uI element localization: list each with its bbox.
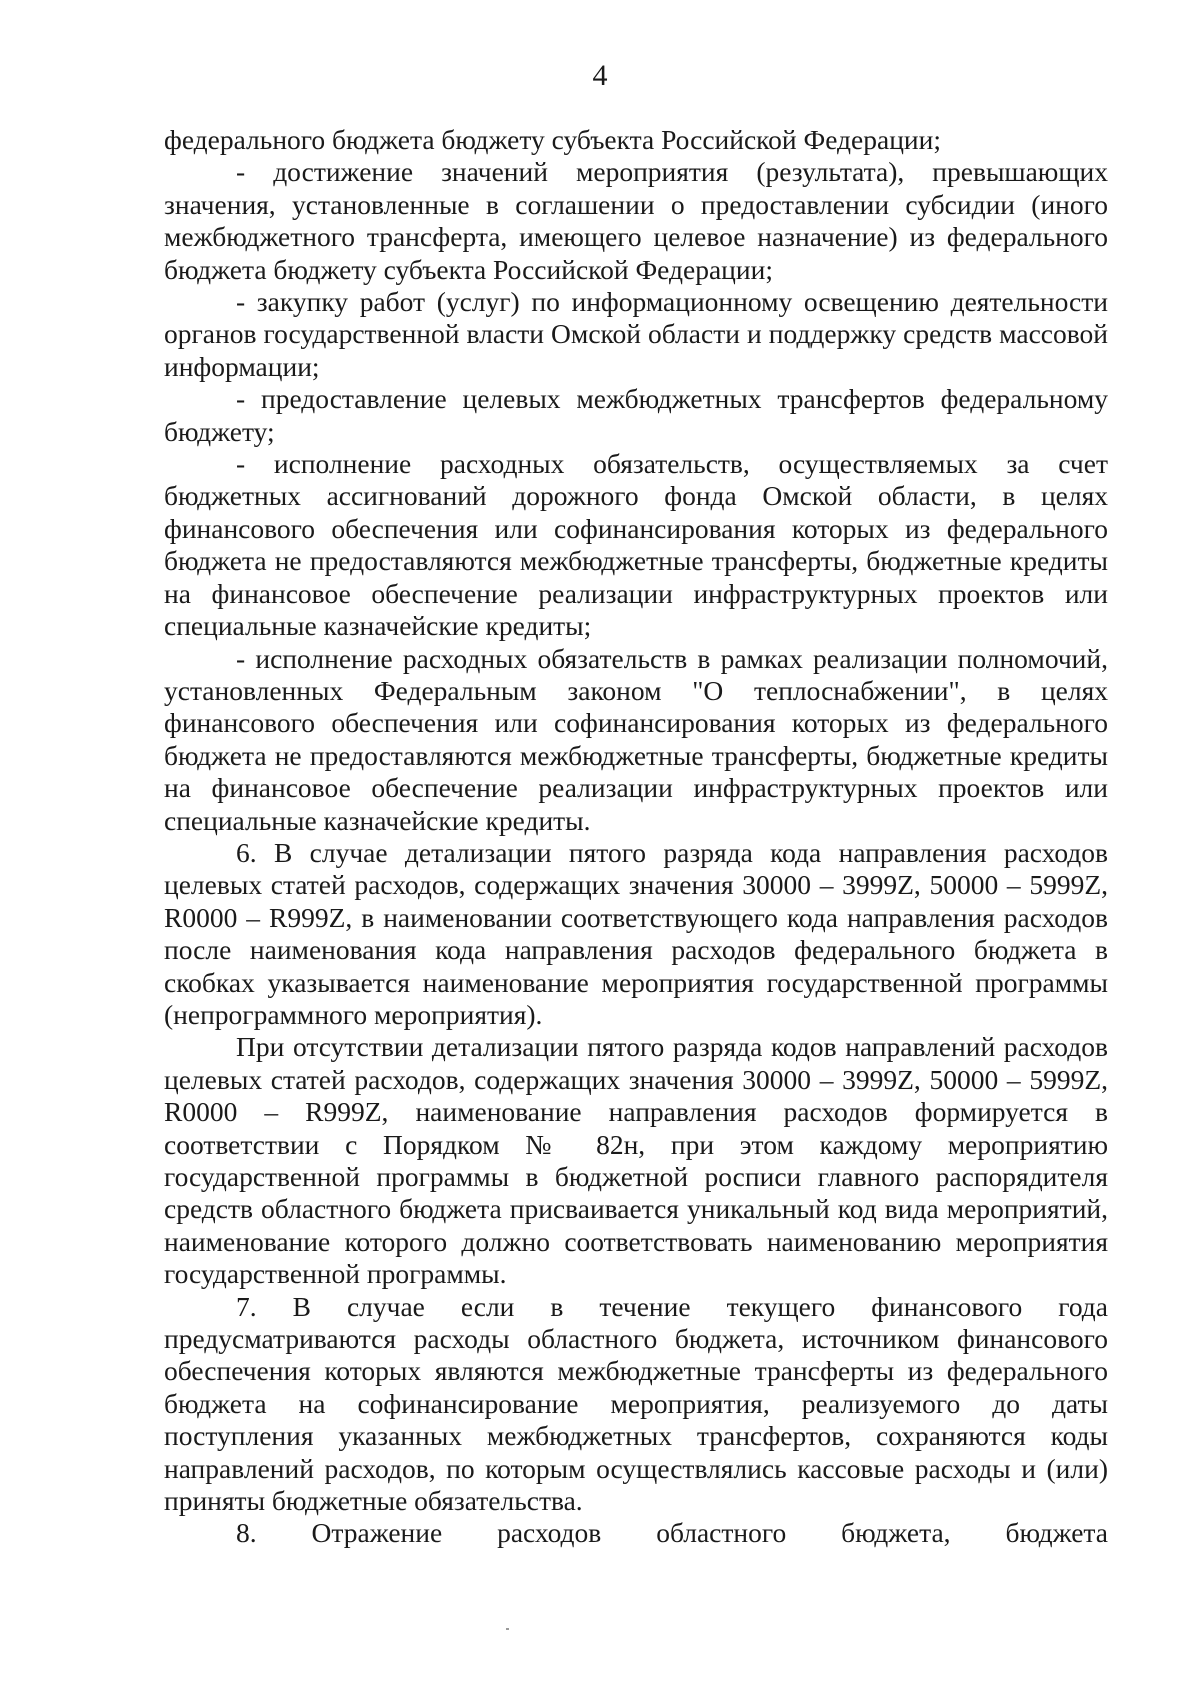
clause-7: 7. В случае если в течение текущего финансового года предусматриваются расходы областного бюджета, источником финансового обеспечения которых являются межбюджетные трансферты из федерального бюджета на софинансирование мероприятия, реализуемого до даты поступления указанных межбюджетных трансфертов, сохраняются коды направлений расходов, по которым осуществлялись кассовые расходы и (или) приняты бюджетные обязательства. xyxy=(164,1290,1108,1517)
page-number: 4 xyxy=(592,59,608,92)
scan-speck xyxy=(506,1628,509,1630)
clause-6-continuation: При отсутствии детализации пятого разряда кодов направлений расходов целевых статей расходов, содержащих значения 30000 – 3999Z, 50000 – 5999Z, R0000 – R999Z, наименование направления расходов формируется в соответствии с Порядком № 82н, при этом каждому мероприятию государственной программы в бюджетной росписи главного распорядителя средств областного бюджета присваивается уникальный код вида мероприятий, наименование которого должно соответствовать наименованию мероприятия государственной программы. xyxy=(164,1031,1108,1290)
list-item-heat-supply: - исполнение расходных обязательств в рамках реализации полномочий, установленных Федеральным законом "О теплоснабжении", в целях финансового обеспечения или софинансирования которых из федерального бюджета не предоставляются межбюджетные трансферты, бюджетные кредиты на финансовое обеспечение реализации инфраструктурных проектов или специальные казначейские кредиты. xyxy=(164,642,1108,836)
clause-8: 8. Отражение расходов областного бюджета, бюджета xyxy=(236,1517,1108,1549)
clause-6: 6. В случае детализации пятого разряда кода направления расходов целевых статей расходов, содержащих значения 30000 – 3999Z, 50000 – 5999Z, R0000 – R999Z, в наименовании соответствующего кода направления расходов после наименования кода направления расходов федерального бюджета в скобках указывается наименование мероприятия государственной программы (непрограммного мероприятия). xyxy=(164,836,1108,1030)
list-item-transfers: - предоставление целевых межбюджетных трансфертов федеральному бюджету; xyxy=(164,383,1108,447)
list-item-achievement: - достижение значений мероприятия (результата), превышающих значения, установленные в соглашении о предоставлении субсидии (иного межбюджетного трансферта, имеющего целевое назначение) из федерального бюджета бюджету субъекта Российской Федерации; xyxy=(164,156,1108,285)
paragraph-continuation: федерального бюджета бюджету субъекта Российской Федерации; xyxy=(164,124,941,155)
list-item-procurement: - закупку работ (услуг) по информационному освещению деятельности органов государственной власти Омской области и поддержку средств массовой информации; xyxy=(164,286,1108,382)
document-body xyxy=(164,124,1108,1550)
list-item-road-fund: - исполнение расходных обязательств, осуществляемых за счет бюджетных ассигнований дорожного фонда Омской области, в целях финансового обеспечения или софинансирования которых из федерального бюджета не предоставляются межбюджетные трансферты, бюджетные кредиты на финансовое обеспечение реализации инфраструктурных проектов или специальные казначейские кредиты; xyxy=(164,448,1108,642)
